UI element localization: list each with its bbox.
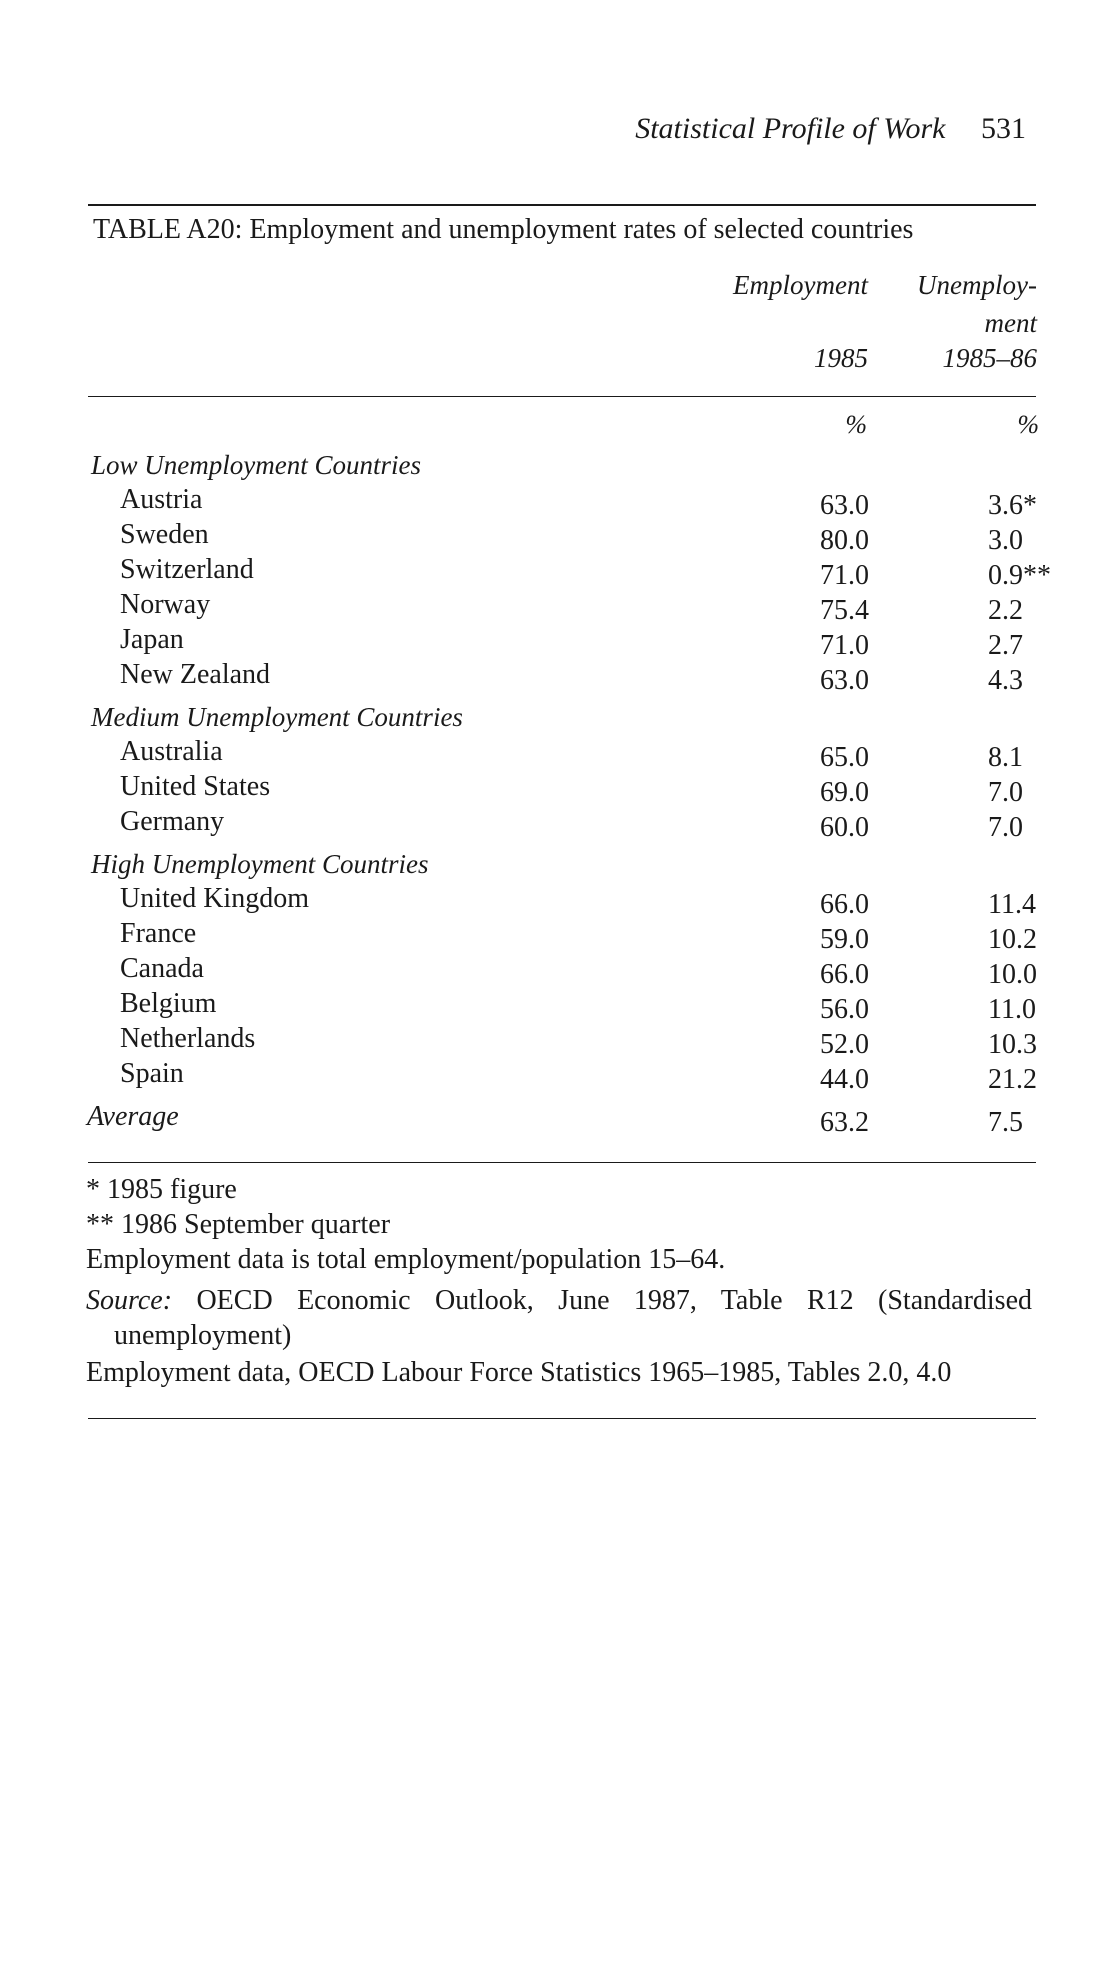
group-heading: Medium Unemployment Countries xyxy=(91,702,463,732)
country-name: Switzerland xyxy=(120,554,254,585)
average-unemployment: 7.5 xyxy=(988,1107,1023,1138)
country-name: Belgium xyxy=(120,988,217,1019)
notes-bottom-rule xyxy=(88,1418,1036,1419)
employment-unit: % xyxy=(845,410,867,439)
country-name: New Zealand xyxy=(120,659,271,690)
unemployment-value: 0.9** xyxy=(988,560,1051,591)
table-row xyxy=(0,734,1114,773)
footnote-single-asterisk: * 1985 figure xyxy=(86,1174,237,1205)
unemployment-value: 10.3 xyxy=(988,1029,1037,1060)
country-name: Germany xyxy=(120,806,225,837)
employment-value: 60.0 xyxy=(820,812,869,843)
unemployment-value: 2.2 xyxy=(988,595,1023,626)
table-row xyxy=(0,881,1114,920)
header-rule xyxy=(88,396,1036,397)
unemployment-value: 7.0 xyxy=(988,777,1023,808)
unemployment-value: 3.6* xyxy=(988,490,1037,521)
unemployment-value: 8.1 xyxy=(988,742,1023,773)
table-row xyxy=(0,769,1114,808)
employment-value: 59.0 xyxy=(820,924,869,955)
unemployment-value: 3.0 xyxy=(988,525,1023,556)
table-row xyxy=(0,517,1114,556)
footnote-double-asterisk: ** 1986 September quarter xyxy=(86,1209,391,1240)
table-row xyxy=(0,657,1114,696)
country-name: United States xyxy=(120,771,271,802)
table-caption: TABLE A20: Employment and unemployment rates of selected countries xyxy=(93,214,914,245)
employment-value: 63.0 xyxy=(820,665,869,696)
table-row xyxy=(0,482,1114,521)
group-heading: High Unemployment Countries xyxy=(91,849,429,879)
employment-value: 66.0 xyxy=(820,959,869,990)
country-name: Japan xyxy=(120,624,184,655)
country-name: Sweden xyxy=(120,519,209,550)
table-row xyxy=(0,1021,1114,1060)
average-label: Average xyxy=(87,1101,179,1132)
page-number: 531 xyxy=(981,112,1026,145)
employment-value: 75.4 xyxy=(820,595,869,626)
country-name: Austria xyxy=(120,484,203,515)
country-name: United Kingdom xyxy=(120,883,309,914)
average-employment: 63.2 xyxy=(820,1107,869,1138)
employment-value: 66.0 xyxy=(820,889,869,920)
employment-definition: Employment data is total employment/population 15–64. xyxy=(86,1244,726,1275)
source-text-continued: unemployment) xyxy=(114,1320,292,1351)
unemployment-value: 10.2 xyxy=(988,924,1037,955)
table-top-rule xyxy=(88,204,1036,206)
unemployment-value: 11.0 xyxy=(988,994,1036,1025)
unemployment-value: 11.4 xyxy=(988,889,1036,920)
running-title: Statistical Profile of Work xyxy=(635,112,946,145)
table-bottom-rule xyxy=(88,1162,1036,1163)
table-row xyxy=(0,804,1114,843)
unemployment-value: 2.7 xyxy=(988,630,1023,661)
employment-value: 44.0 xyxy=(820,1064,869,1095)
country-name: Australia xyxy=(120,736,223,767)
unemployment-value: 21.2 xyxy=(988,1064,1037,1095)
table-row xyxy=(0,552,1114,591)
unemployment-value: 7.0 xyxy=(988,812,1023,843)
employment-value: 80.0 xyxy=(820,525,869,556)
table-notes xyxy=(86,1172,1032,1390)
unemployment-value: 4.3 xyxy=(988,665,1023,696)
table-row xyxy=(0,986,1114,1025)
unemployment-column-label-line1: Unemploy- xyxy=(917,270,1037,300)
average-row xyxy=(0,1099,1114,1138)
unemployment-column-label-line2: ment xyxy=(984,308,1037,338)
employment-value: 56.0 xyxy=(820,994,869,1025)
table-row xyxy=(0,587,1114,626)
group-heading: Low Unemployment Countries xyxy=(91,450,421,480)
employment-value: 63.0 xyxy=(820,490,869,521)
table-body xyxy=(0,448,1114,1138)
unemployment-unit: % xyxy=(1017,410,1039,439)
employment-value: 65.0 xyxy=(820,742,869,773)
running-head xyxy=(635,112,1026,146)
unemployment-value: 10.0 xyxy=(988,959,1037,990)
employment-column-label: Employment xyxy=(733,270,868,300)
employment-value: 71.0 xyxy=(820,630,869,661)
country-name: Norway xyxy=(120,589,211,620)
source-note xyxy=(86,1283,1032,1318)
source-label: Source: xyxy=(86,1285,173,1316)
employment-source: Employment data, OECD Labour Force Statistics 1965–1985, Tables 2.0, 4.0 xyxy=(86,1357,952,1388)
employment-column-year: 1985 xyxy=(814,343,868,373)
table-row xyxy=(0,951,1114,990)
unemployment-column-year: 1985–86 xyxy=(942,343,1037,373)
country-name: France xyxy=(120,918,197,949)
country-name: Netherlands xyxy=(120,1023,256,1054)
employment-value: 71.0 xyxy=(820,560,869,591)
source-text: OECD Economic Outlook, June 1987, Table R12 (Standardised xyxy=(196,1285,1032,1316)
table-row xyxy=(0,916,1114,955)
employment-value: 69.0 xyxy=(820,777,869,808)
country-name: Canada xyxy=(120,953,204,984)
country-name: Spain xyxy=(120,1058,184,1089)
table-row xyxy=(0,622,1114,661)
employment-value: 52.0 xyxy=(820,1029,869,1060)
table-row xyxy=(0,1056,1114,1095)
